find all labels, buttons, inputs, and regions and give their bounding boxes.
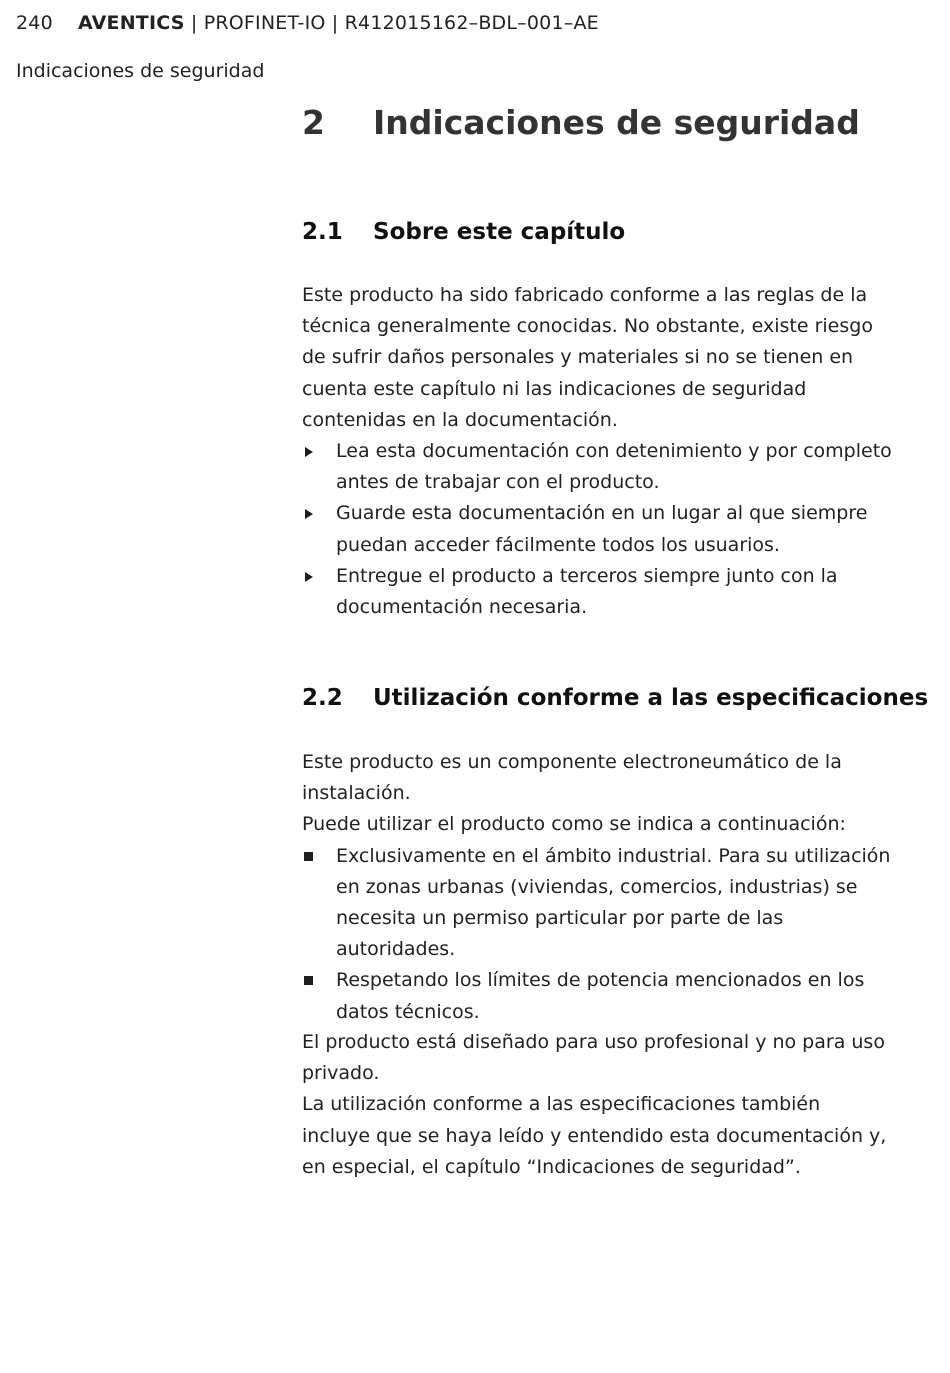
usage-list xyxy=(302,841,892,1028)
page-number: 240 xyxy=(16,12,53,34)
instruction-item: Entregue el producto a terceros siempre junto con la documentación necesaria. xyxy=(302,561,892,623)
instruction-item: Guarde esta documentación en un lugar al que siempre puedan acceder fácilmente todos los usuarios. xyxy=(302,498,892,560)
section-body-2-2 xyxy=(302,747,892,1028)
section-title-text: Sobre este capítulo xyxy=(373,219,626,245)
square-bullet-icon xyxy=(304,976,313,985)
list-item: Exclusivamente en el ámbito industrial. Para su utilización en zonas urbanas (viviendas, comercios, industrias) se necesita un permiso particular por parte de las autoridades. xyxy=(302,841,892,966)
arrow-bullet-icon xyxy=(305,447,313,457)
instruction-item: Lea esta documentación con detenimiento y por completo antes de trabajar con el producto. xyxy=(302,436,892,498)
chapter-title xyxy=(302,103,860,142)
section-number: 2.1 xyxy=(302,219,343,245)
section-heading-2-1 xyxy=(302,219,625,245)
page-header xyxy=(16,12,599,34)
brand-name: AVENTICS xyxy=(78,12,185,34)
section-body-2-1 xyxy=(302,280,892,623)
section-number: 2.2 xyxy=(302,685,343,711)
arrow-bullet-icon xyxy=(305,572,313,582)
section-intro-paragraph: Este producto ha sido fabricado conforme a las reglas de la técnica generalmente conocidas. No obstante, existe riesgo de sufrir daños personales y materiales si no se tienen en cuenta este capítulo ni las indicaciones de seguridad contenidas en la documentación. xyxy=(302,284,873,431)
instruction-list xyxy=(302,436,892,623)
professional-use-paragraph: El producto está diseñado para uso profesional y no para uso privado. xyxy=(302,1031,885,1085)
section-closing-text xyxy=(302,1027,892,1183)
section-title-text: Utilización conforme a las especificaciones xyxy=(373,685,929,711)
document-info: | PROFINET-IO | R412015162–BDL–001–AE xyxy=(184,12,599,34)
list-lead-paragraph: Puede utilizar el producto como se indica a continuación: xyxy=(302,813,846,836)
section-intro-paragraph: Este producto es un componente electroneumático de la instalación. xyxy=(302,751,842,805)
chapter-title-text: Indicaciones de seguridad xyxy=(373,103,860,142)
running-section-title: Indicaciones de seguridad xyxy=(16,60,265,82)
list-item: Respetando los límites de potencia mencionados en los datos técnicos. xyxy=(302,965,892,1027)
square-bullet-icon xyxy=(304,852,313,861)
section-heading-2-2 xyxy=(302,685,928,711)
arrow-bullet-icon xyxy=(305,509,313,519)
chapter-number: 2 xyxy=(302,103,325,142)
intended-use-paragraph: La utilización conforme a las especificaciones también incluye que se haya leído y entendido esta documentación y, en especial, el capítulo “Indicaciones de seguridad”. xyxy=(302,1093,887,1178)
